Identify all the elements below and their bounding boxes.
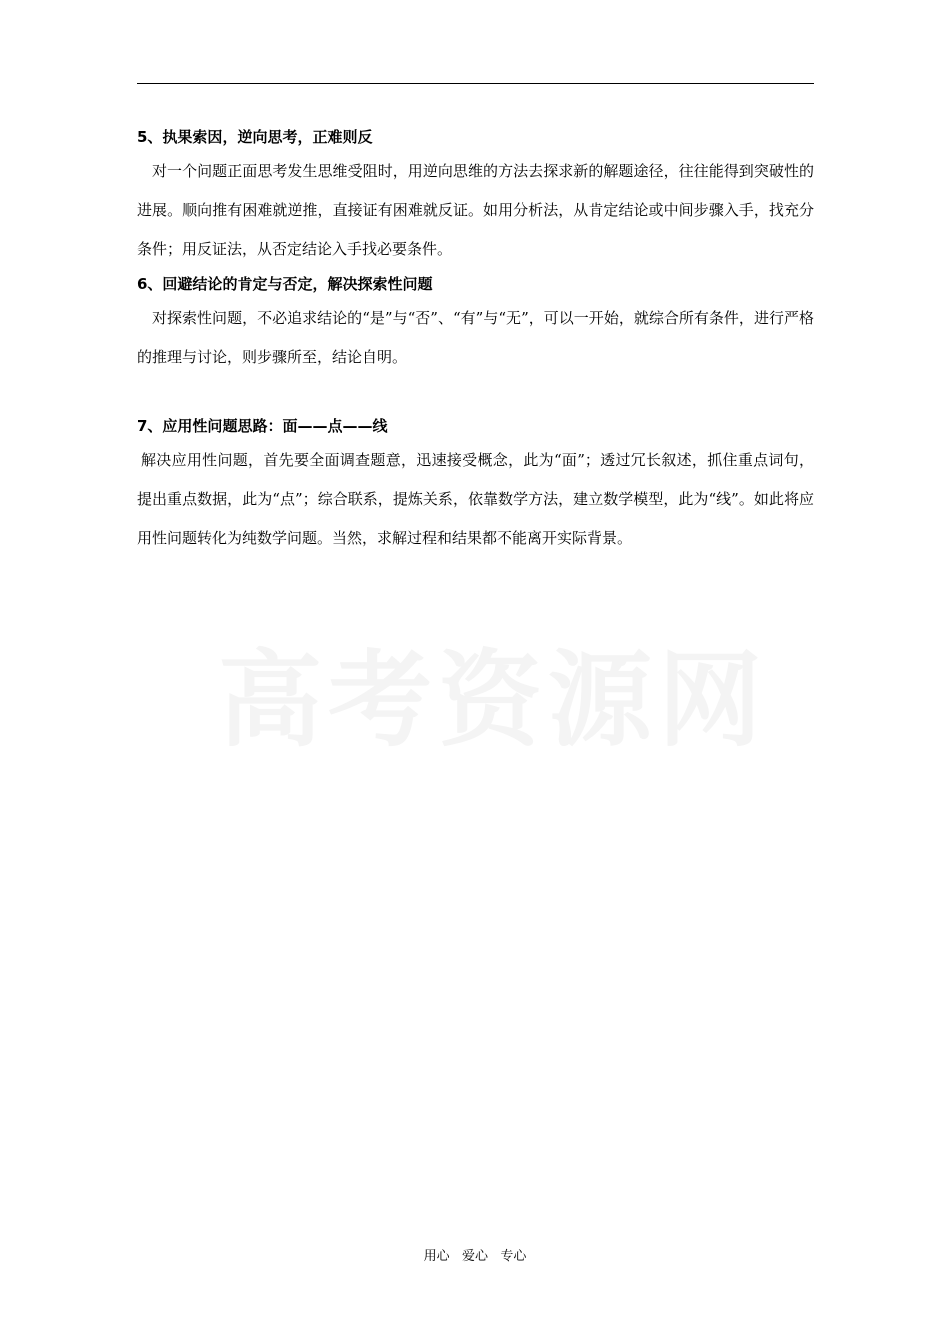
watermark-logo: 高考资源网 <box>218 638 769 761</box>
page-footer: 用心 爱心 专心 <box>423 1249 527 1264</box>
section-heading-5: 5、执果索因，逆向思考，正难则反 <box>137 128 373 146</box>
section-5-paragraph: 对一个问题正面思考发生思维受阻时，用逆向思维的方法去探求新的解题途径，往往能得到突破性的进展。顺向推有困难就逆推，直接证有困难就反证。如用分析法，从肯定结论或中间步骤入手，找充分条件；用反证法，从否定结论入手找必要条件。 <box>137 162 814 258</box>
section-6-paragraph: 对探索性问题，不必追求结论的“是”与“否”、“有”与“无”，可以一开始，就综合所有条件，进行严格的推理与讨论，则步骤所至，结论自明。 <box>137 309 814 366</box>
section-heading-7: 7、应用性问题思路：面——点——线 <box>137 417 388 435</box>
section-7-paragraph: 解决应用性问题，首先要全面调查题意，迅速接受概念，此为“面”；透过冗长叙述，抓住重点词句，提出重点数据，此为“点”；综合联系，提炼关系，依靠数学方法，建立数学模型，此为“线”。如此将应用性问题转化为纯数学问题。当然，求解过程和结果都不能离开实际背景。 <box>137 451 814 547</box>
section-heading-6: 6、回避结论的肯定与否定，解决探索性问题 <box>137 275 433 293</box>
header-rule <box>137 83 814 84</box>
section-spacer <box>137 377 814 411</box>
document-body <box>137 122 814 558</box>
